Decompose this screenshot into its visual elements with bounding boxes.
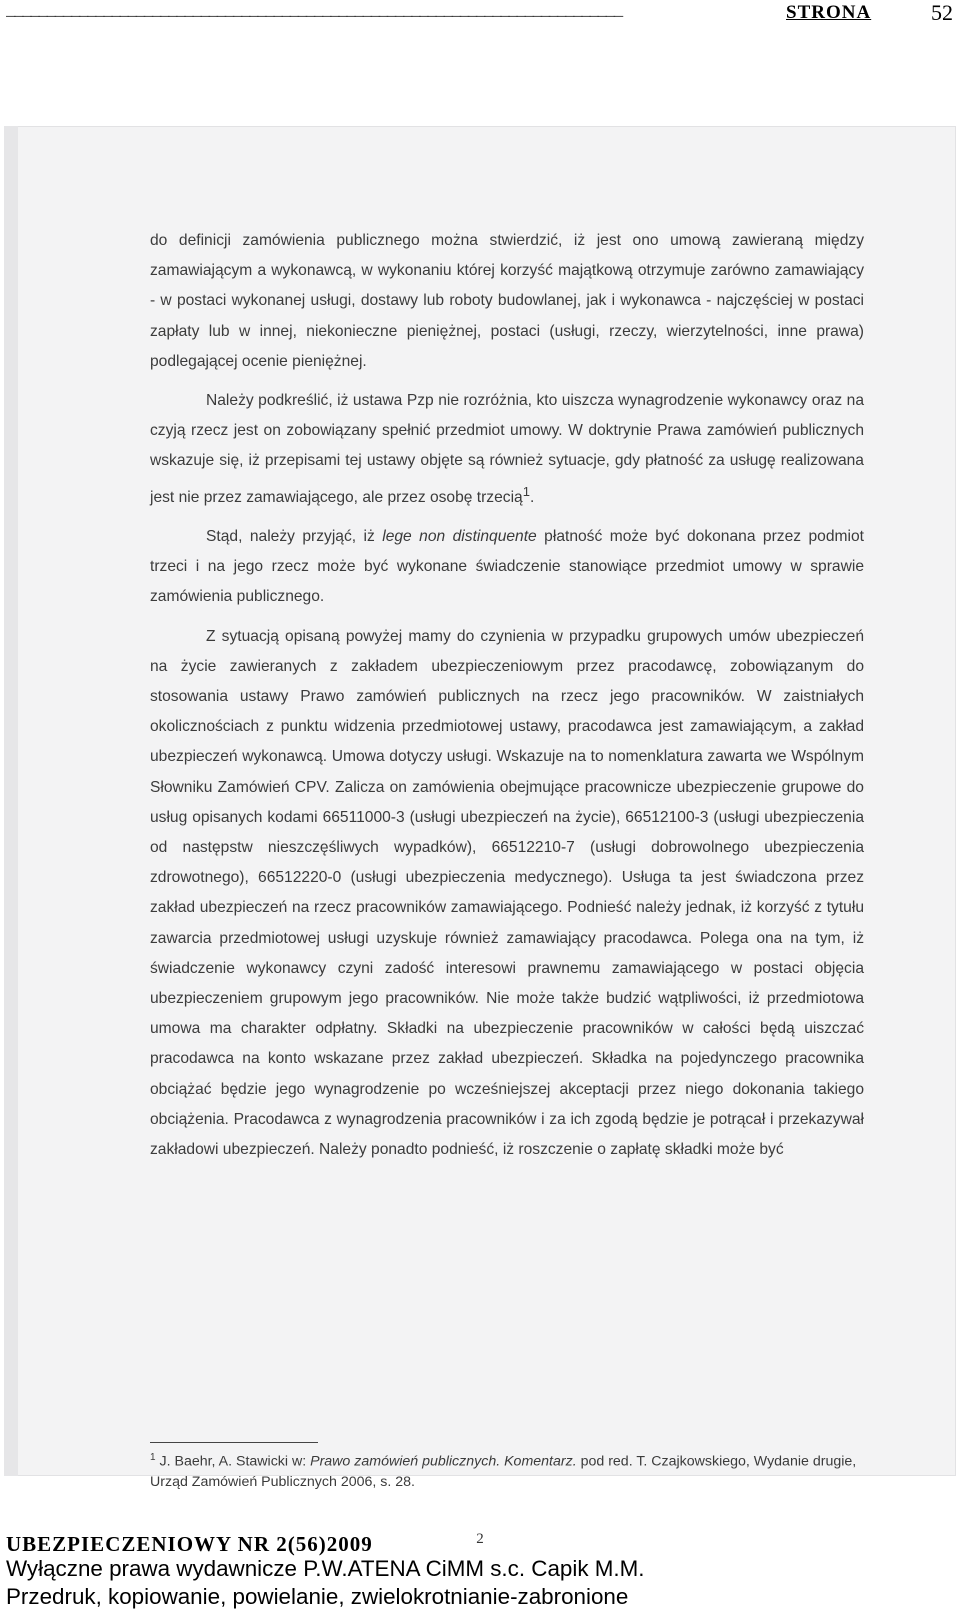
header-section-label: STRONA	[786, 2, 872, 23]
footnote-a: J. Baehr, A. Stawicki w:	[155, 1453, 311, 1470]
footnote-italic: Prawo zamówień publicznych. Komentarz.	[310, 1453, 577, 1470]
footnote-b: pod red. T. Czajkowskiego, Wydanie drugie, Urząd Zamówień Publicznych 2006, s. 28.	[150, 1453, 857, 1490]
paragraph-2	[150, 386, 864, 513]
paragraph-3-italic: lege non distinquente	[382, 528, 537, 546]
paragraph-2-text: Należy podkreślić, iż ustawa Pzp nie rozróżnia, kto uiszcza wynagrodzenie wykonawcy oraz na czyją rzecz jest on zobowiązany spełnić przedmiot umowy. W doktrynie Prawa zamówień publicznych wskazuje się, iż przepisami tej ustawy objęte są również sytuacje, gdy płatność za usługę realizowana jest nie przez zamawiającego, ale przez osobę trzecią	[150, 392, 864, 506]
scan-page-number: 2	[476, 1531, 484, 1547]
paragraph-2-end: .	[529, 488, 535, 506]
header-rule: ____________________________________________________________________________	[6, 2, 622, 20]
footer-notice: Przedruk, kopiowanie, powielanie, zwielokrotnianie-zabronione	[6, 1584, 629, 1609]
paragraph-3	[150, 522, 864, 613]
footnote-ref: 1	[522, 483, 530, 499]
page-header	[6, 2, 960, 26]
body-text	[150, 226, 864, 1165]
footer-rights: Wyłączne prawa wydawnicze P.W.ATENA CiMM s.c. Capik M.M.	[6, 1556, 645, 1581]
footer-journal: UBEZPIECZENIOWY NR 2(56)2009	[6, 1532, 373, 1556]
paragraph-4: Z sytuacją opisaną powyżej mamy do czynienia w przypadku grupowych umów ubezpieczeń na życie zawieranych z zakładem ubezpieczeniowym przez pracodawcę, zobowiązanym do stosowania ustawy Prawo zamówień publicznych na rzecz jego pracowników. W zaistniałych okolicznościach z punktu widzenia przedmiotowej ustawy, pracodawca jest zamawiającym, a zakład ubezpieczeń wykonawcą. Umowa dotyczy usługi. Wskazuje na to nomenklatura zawarta we Wspólnym Słowniku Zamówień CPV. Zalicza on zamówienia obejmujące pracownicze ubezpieczenie grupowe do usług opisanych kodami 66511000-3 (usługi ubezpieczeń na życie), 66512100-3 (usługi ubezpieczenia od następstw nieszczęśliwych wypadków), 66512210-7 (usługi dobrowolnego ubezpieczenia zdrowotnego), 66512220-0 (usługi ubezpieczenia medycznego). Usługa ta jest świadczona przez zakład ubezpieczeń na rzecz pracowników zamawiającego. Podnieść należy jednak, iż korzyść z tytułu zawarcia przedmiotowej usługi uzyskuje również zamawiający pracodawca. Polega ona na tym, iż świadczenie wykonawcy czyni zadość interesowi prawnemu zamawiającego w postaci objęcia ubezpieczeniem grupowym jego pracowników. Nie może także budzić wątpliwości, iż przedmiotowa umowa ma charakter odpłatny. Składki na ubezpieczenie pracowników w całości będą uiszczać pracodawca na konto wskazane przez zakład ubezpieczeń. Składka na pojedynczego pracownika obciążać będzie jego wynagrodzenie po wcześniejszej akceptacji przez niego dokonania takiego obciążenia. Pracodawca z wynagrodzenia pracowników i za ich zgodą będzie je potrącał i przekazywał zakładowi ubezpieczeń. Należy ponadto podnieść, iż roszczenie o zapłatę składki może być	[150, 627, 864, 1159]
footnote-number: 1	[150, 1452, 156, 1463]
paragraph-1: do definicji zamówienia publicznego można stwierdzić, iż jest ono umową zawieraną między zamawiającym a wykonawcą, w wykonaniu której korzyść majątkową otrzymuje zarówno zamawiający - w postaci wykonanej usługi, dostawy lub roboty budowlanej, jak i wykonawca - najczęściej w postaci zapłaty lub w innej, niekonieczne pieniężnej, postaci (usługi, rzeczy, wierzytelności, inne prawa) podlegającej ocenie pieniężnej.	[150, 232, 864, 370]
paragraph-3-a: Stąd, należy przyjąć, iż	[206, 528, 383, 546]
paragraph-3-b: płatność może być dokonana przez podmiot trzeci i na jego rzecz może być wykonane świadczenie stanowiące przedmiot umowy w sprawie zamówienia publicznego.	[150, 528, 864, 606]
header-page-number: 52	[931, 0, 953, 25]
footnote	[150, 1448, 864, 1492]
footnote-separator	[150, 1442, 318, 1443]
